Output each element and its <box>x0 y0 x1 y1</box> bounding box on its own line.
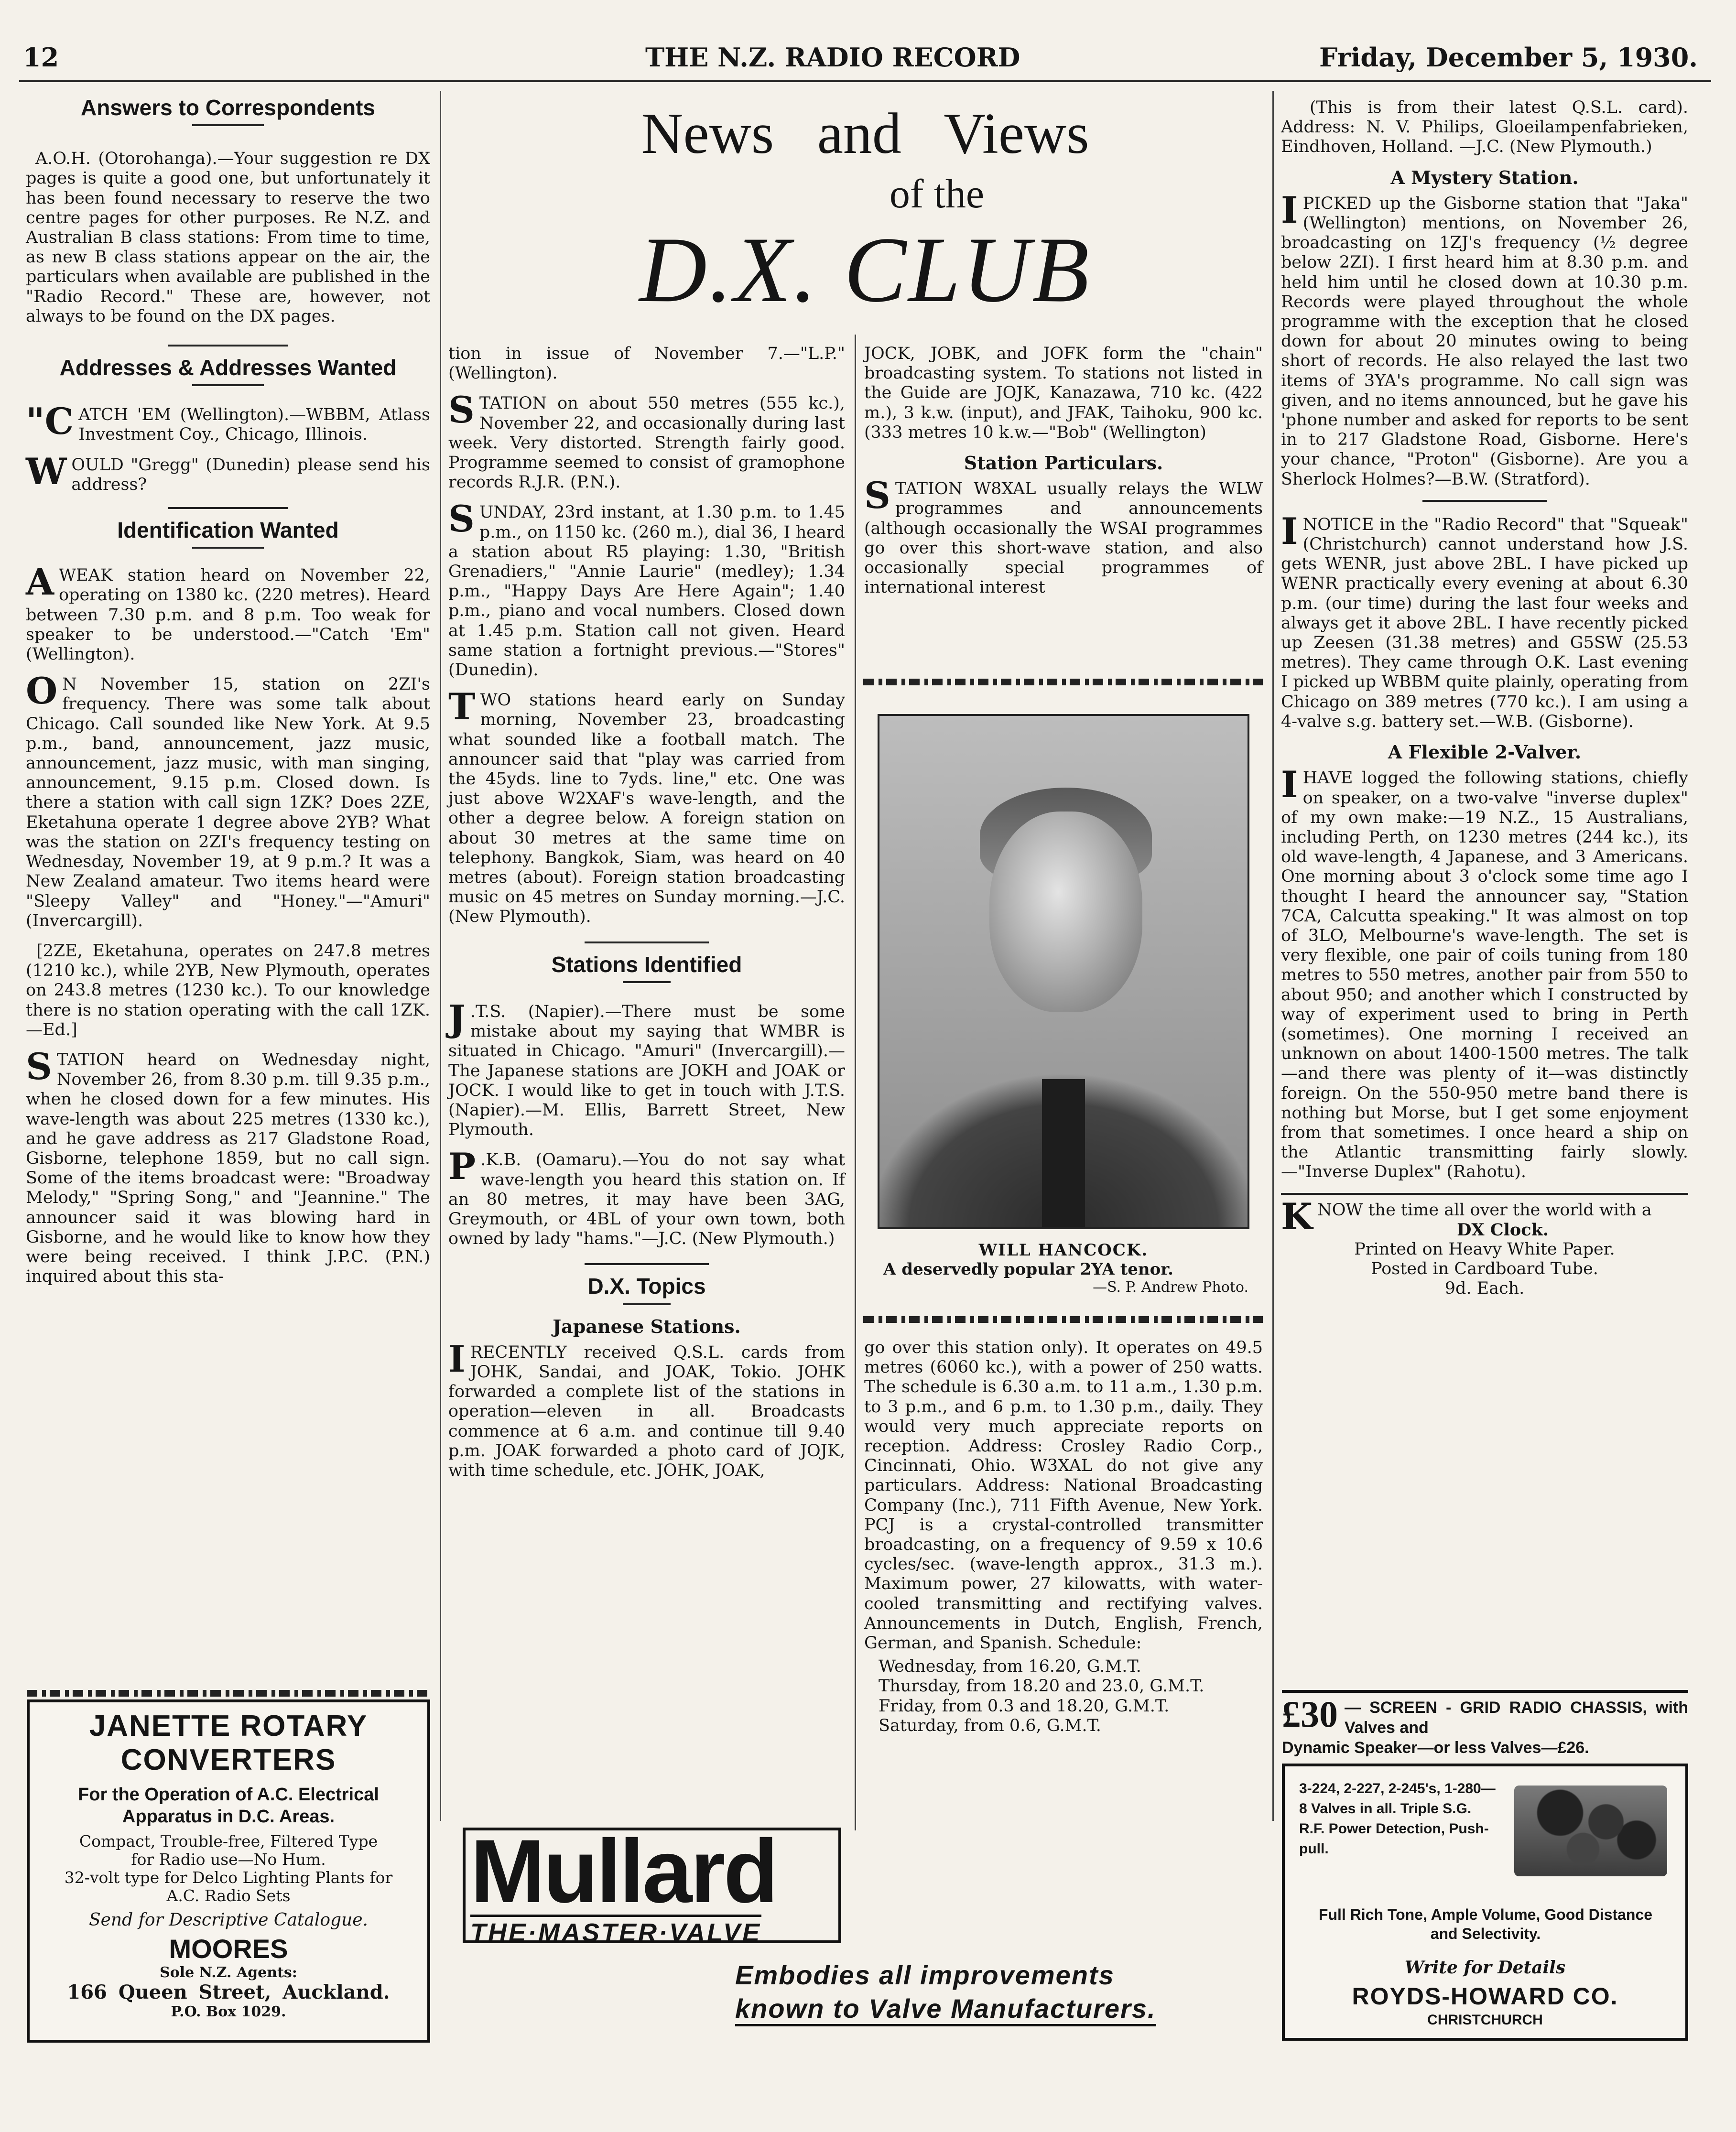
paragraph: STATION heard on Wednesday night, November 26, from 8.30 p.m. till 9.35 p.m., when he closed down for a few minutes. His wave-length was about 225 metres (1330 kc.), and he gave address as 217 Gladstone Road, Gisborne, telephone 1859, but no call sign. Some of the items broadcast were: "Broadway Melody," "Spring Song," and "Jeannine." The announcer said it was blowing hard in Gisborne, and he would like to know how they were being received. I think J.P.C. (P.N.) inquired about this sta- <box>26 1045 430 1287</box>
header-rule <box>19 80 1711 82</box>
dx-clock-title: DX Clock. <box>1457 1220 1549 1240</box>
column-3-continued <box>864 1338 1263 1736</box>
column-divider <box>855 335 856 1830</box>
short-rule <box>168 345 288 346</box>
paragraph: IPICKED up the Gisborne station that "Jaka" (Wellington) mentions, on November 26, broadcasting on 1ZJ's frequency (½ degree below 2ZI). I first heard him at 8.30 p.m. and held him until he closed down at 10.30 p.m. Records were played throughout the whole programme with the exception that he closed down for about 20 minutes owing to being short of records. He also relayed the last two items of 3YA's programme. No call sign was given, and no items announced, but he gave his 'phone number and asked for reports to be sent in to 217 Gladstone Road, Gisborne. Here's your chance, "Proton" (Gisborne). Are you a Sherlock Holmes?—B.W. (Stratford). <box>1281 188 1688 489</box>
ad-tone: Full Rich Tone, Ample Volume, Good Distance and Selectivity. <box>1318 1906 1653 1942</box>
caption-credit: —S. P. Andrew Photo. <box>1093 1279 1248 1296</box>
drop-cap: S <box>448 389 475 432</box>
drop-cap: K <box>1281 1195 1313 1238</box>
ad-po: P.O. Box 1029. <box>171 2003 286 2020</box>
paragraph: KNOW the time all over the world with a <box>1281 1195 1652 1238</box>
page-number: 12 <box>23 42 59 73</box>
drop-cap: T <box>448 685 476 728</box>
janette-advertisement <box>27 1699 430 2043</box>
short-rule <box>192 547 264 549</box>
mullard-tagline: Embodies all improvements <box>735 1960 1115 1990</box>
ad-company: ROYDS-HOWARD CO. <box>1352 1983 1618 2010</box>
schedule <box>864 1657 1263 1736</box>
paragraph: P .K.B. (Oamaru).—You do not say what wave-length you heard this station on. If an 80 metres, it may have been 3AG, Greymouth, or 4BL of your own town, both owned by lady "hams."—J.C. (New Plymouth.) <box>448 1145 845 1249</box>
heading-addresses: Addresses & Addresses Wanted <box>59 355 397 380</box>
paragraph: WOULD "Gregg" (Dunedin) please send his address? <box>26 450 430 494</box>
paragraph: "CATCH 'EM (Wellington).—WBBM, Atlass Investment Coy., Chicago, Illinois. <box>26 400 430 444</box>
ornament-border <box>863 1316 1263 1323</box>
heading-mystery-station: A Mystery Station. <box>1390 166 1579 188</box>
royds-advertisement <box>1282 1764 1688 2041</box>
drop-cap: I <box>448 1337 466 1380</box>
section-title <box>593 100 1138 320</box>
mullard-brand: Mullard <box>470 1821 777 1921</box>
radio-chassis-image <box>1514 1786 1667 1876</box>
schedule-line: Wednesday, from 16.20, G.M.T. <box>879 1657 1141 1677</box>
caption-line: A deservedly popular 2YA tenor. <box>883 1260 1173 1279</box>
caption-name: WILL HANCOCK. <box>978 1241 1149 1260</box>
heading-dx-topics: D.X. Topics <box>587 1274 706 1299</box>
drop-cap: I <box>1281 188 1298 231</box>
ad-subtitle: For the Operation of A.C. Electrical Apparatus in D.C. Areas. <box>78 1785 379 1827</box>
heading-japanese-stations: Japanese Stations. <box>553 1315 741 1337</box>
ad-write: Write for Details <box>1404 1958 1566 1978</box>
paragraph: J .T.S. (Napier).—There must be some mistake about my saying that WMBR is situated in Chicago. "Amuri" (Invercargill).—The Japanese stations are JOKH and JOAK or JOCK. I would like to get in touch with J.T.S. (Napier).—M. Ellis, Barrett Street, New Plymouth. <box>448 996 845 1140</box>
short-rule <box>623 1303 671 1305</box>
ad-address: 166 Queen Street, Auckland. <box>67 1981 390 2003</box>
ad-valves: 3-224, 2-227, 2-245's, 1-280—8 Valves in all. Triple S.G. R.F. Power Detection, Push-pull. <box>1299 1781 1496 1857</box>
ad-agents: Sole N.Z. Agents: <box>160 1964 297 1981</box>
paragraph: TWO stations heard early on Sunday morning, November 23, broadcasting what sounded like a football match. The announcer said that "play was carried from the 45yds. line to 7yds. line," etc. One was just above W2XAF's wave-length, and the other a degree below. A foreign station on about 30 metres at the same time on telephony. Bangkok, Siam, was heard on 40 metres (about). Foreign station broadcasting music on 45 metres on Sunday morning.—J.C. (New Plymouth). <box>448 685 845 927</box>
paragraph: INOTICE in the "Radio Record" that "Squeak" (Christchurch) cannot understand how J.S. gets WENR, just above 2BL. I have picked up WENR practically every evening at about 6.30 p.m. (our time) during the last four weeks and always get it above 2BL. I have recently picked up Zeesen (31.38 metres) and G5SW (25.53 metres). They came through O.K. Last evening I picked up WBBM quite plainly, operating from Chicago on 389 metres (770 kc.). I am using a 4-valve s.g. battery set.—W.B. (Gisborne). <box>1281 509 1688 731</box>
ornament-border <box>27 1690 430 1697</box>
paragraph: tion in issue of November 7.—"L.P." (Wellington). <box>448 344 845 383</box>
ornament-border <box>863 679 1263 685</box>
dx-clock-line: Printed on Heavy White Paper. <box>1354 1239 1615 1259</box>
mullard-slogan: THE·MASTER·VALVE <box>470 1915 761 1948</box>
tie <box>1042 1079 1085 1227</box>
short-rule <box>168 507 288 509</box>
ad-catalogue: Send for Descriptive Catalogue. <box>88 1910 369 1930</box>
drop-cap: "C <box>26 400 74 443</box>
masthead: THE N.Z. RADIO RECORD <box>645 42 1020 73</box>
paragraph: IHAVE logged the following stations, chiefly on speaker, on a two-valve "inverse duplex" of my own make:—19 N.Z., 15 Australians, including Perth, on 1230 metres (244 kc.), its old wave-length, 4 Japanese, and 3 Americans. One morning about 3 o'clock some time ago I thought I heard the announcer say, "Station 7CA, Calcutta speaking." It was almost on top of 3LO, Melbourne's wave-length. The set is very flexible, one pair of coils tuning from 180 metres to 550 metres, another pair from 550 to about 950; and another which I constructed by way of experiment used to bring in Perth (sometimes). One morning I received an unknown on about 1400-1500 metres. The talk—and there was plenty of it—was distinctly foreign. On the 550-950 metre band there is nothing but Morse, but I get some enjoyment from that sometimes. I once heard a ship on the Atlantic transmitting fairly slowly. —"Inverse Duplex" (Rahotu). <box>1281 763 1688 1182</box>
drop-cap: S <box>448 498 475 541</box>
column-divider <box>440 91 441 1821</box>
dx-clock-line: Posted in Cardboard Tube. <box>1371 1259 1598 1279</box>
heading-answers: Answers to Correspondents <box>81 95 375 120</box>
column-1 <box>26 95 430 1297</box>
mullard-advertisement <box>448 1816 1251 2036</box>
heading-flexible-2-valver: A Flexible 2-Valver. <box>1388 741 1582 763</box>
ad-title: JANETTE ROTARY <box>89 1710 368 1742</box>
short-rule <box>585 1263 709 1265</box>
ad-headline: Dynamic Speaker—or less Valves—£26. <box>1282 1739 1589 1757</box>
dx-clock-notice <box>1281 1193 1688 1299</box>
ad-line: 32-volt type for Delco Lighting Plants for A.C. Radio Sets <box>64 1868 393 1905</box>
drop-cap: S <box>26 1045 52 1088</box>
schedule-line: Friday, from 0.3 and 18.20, G.M.T. <box>879 1696 1170 1716</box>
paragraph: [2ZE, Eketahuna, operates on 247.8 metres (1210 kc.), while 2YB, New Plymouth, operates on 243.8 metres (1230 kc.). To our knowledge there is no station operating with the call 1ZK.—Ed.] <box>26 941 430 1039</box>
paragraph: (This is from their latest Q.S.L. card). Address: N. V. Philips, Gloeilampenfabrieken, Eindhoven, Holland. —J.C. (New Plymouth.) <box>1281 98 1688 157</box>
drop-cap: S <box>864 474 890 517</box>
paragraph: SUNDAY, 23rd instant, at 1.30 p.m. to 1.45 p.m., on 1150 kc. (260 m.), dial 36, I heard a station about R5 playing: 1.30, "British Grenadiers," "Annie Laurie" (medley); 1.34 p.m., "Happy Days Are Here Again"; 1.40 p.m., piano and vocal numbers. Closed down at 1.45 p.m. Station call not given. Heard same station a fortnight previous.—"Stores" (Dunedin). <box>448 498 845 680</box>
ad-city: CHRISTCHURCH <box>1427 2012 1543 2028</box>
title-line-news-and-views: News and Views <box>641 101 1089 166</box>
paragraph: IRECENTLY received Q.S.L. cards from JOHK, Sandai, and JOAK, Tokio. JOHK forwarded a complete list of the stations in operation—eleven in all. Broadcasts commence at 6 a.m. and continue till 9.40 p.m. JOAK forwarded a photo card of JOJK, with time schedule, etc. JOHK, JOAK, <box>448 1337 845 1480</box>
photo-caption <box>864 1241 1263 1296</box>
mullard-tagline: known to Valve Manufacturers. <box>735 1993 1156 2026</box>
dx-clock-line: 9d. Each. <box>1444 1279 1525 1299</box>
short-rule <box>585 942 709 943</box>
paragraph: A.O.H. (Otorohanga).—Your suggestion re DX pages is quite a good one, but unfortunately it has been found necessary to reserve the two centre pages for other purposes. Re N.Z. and Australian B class stations: From time to time, as new B class stations appear on the air, the particulars when available are published in the "Radio Record." These are, however, not always to be found on the DX pages. <box>26 149 430 326</box>
paragraph: go over this station only). It operates on 49.5 metres (6060 kc.), with a power of 250 watts. The schedule is 6.30 a.m. to 11 a.m., 1.30 p.m. to 3 p.m., and 6 p.m. to 1.30 p.m., daily. They would very much appreciate reports on reception. Address: Crosley Radio Corp., Cincinnati, Ohio. W3XAL do not give any particulars. Address: National Broadcasting Company (Inc.), 711 Fifth Avenue, New York. PCJ is a crystal-controlled transmitter broadcasting, on a frequency of 9.59 x 10.6 cycles/sec. (wave-length approx., 31.3 m.). Maximum power, 27 kilowatts, with water-cooled transmitting and rectifying valves. Announcements in Dutch, English, French, German, and Spanish. Schedule: <box>864 1338 1263 1653</box>
paragraph: STATION on about 550 metres (555 kc.), November 22, and occasionally during last week. Very distorted. Strength fairly good. Programme seemed to consist of gramophone records R.J.R. (P.N.). <box>448 389 845 492</box>
column-2 <box>448 344 845 1491</box>
short-rule <box>192 124 264 126</box>
drop-cap: J <box>448 996 466 1039</box>
ad-company: MOORES <box>169 1934 288 1964</box>
drop-cap: I <box>1281 763 1298 806</box>
paragraph: JOCK, JOBK, and JOFK form the "chain" broadcasting system. To stations not listed in the Guide are JOJK, Kanazawa, 710 kc. (422 m.), 3 k.w. (input), and JFAK, Taihoku, 900 kc. (333 metres 10 k.w.—"Bob" (Wellington) <box>864 344 1263 442</box>
drop-cap: A <box>26 561 54 604</box>
title-line-of-the: of the <box>889 171 985 216</box>
face <box>989 812 1142 1012</box>
ad-headline: — SCREEN - GRID RADIO CHASSIS, with Valves and <box>1345 1699 1688 1737</box>
column-3 <box>864 344 1263 608</box>
drop-cap: O <box>26 670 58 713</box>
portrait-photo <box>878 714 1249 1229</box>
drop-cap: P <box>448 1145 476 1188</box>
heading-station-particulars: Station Particulars. <box>964 452 1163 474</box>
paragraph: AWEAK station heard on November 22, operating on 1380 kc. (220 metres). Heard between 7.30 p.m. and 8 p.m. Too weak for speaker to be understood.—"Catch 'Em" (Wellington). <box>26 561 430 664</box>
drop-cap: I <box>1281 509 1298 552</box>
column-divider <box>1272 91 1274 1821</box>
paragraph: STATION W8XAL usually relays the WLW programmes and announcements (although occasionally the WSAI programmes go over this short-wave station, and also occasionally special programmes of international interest <box>864 474 1263 597</box>
schedule-line: Thursday, from 18.20 and 23.0, G.M.T. <box>879 1677 1204 1696</box>
royds-advertisement-header <box>1282 1690 1688 1758</box>
ad-price: £30 <box>1282 1693 1338 1735</box>
ad-line: Compact, Trouble-free, Filtered Type for Radio use—No Hum. <box>79 1832 378 1869</box>
schedule-line: Saturday, from 0.6, G.M.T. <box>879 1716 1101 1735</box>
short-rule <box>623 981 671 983</box>
heading-stations-identified: Stations Identified <box>551 952 742 977</box>
short-rule <box>1422 500 1547 502</box>
column-4 <box>1281 98 1688 1299</box>
short-rule <box>192 384 264 386</box>
title-line-dx-club: D.X. CLUB <box>639 218 1091 322</box>
issue-date: Friday, December 5, 1930. <box>1319 42 1698 73</box>
heading-identification: Identification Wanted <box>117 518 339 543</box>
paragraph: O N November 15, station on 2ZI's frequency. There was some talk about Chicago. Call sounded like New York. At 9.5 p.m., band, announcement, jazz music, announcement, jazz music, with man singing, announcement, 9.15 p.m. Closed down. Is there a station with call sign 1ZK? Does 2ZE, Eketahuna operate 1 degree above 2YB? What was the station on 2ZI's frequency testing on Wednesday, November 19, at 9 p.m.? It was a New Zealand amateur. Two items heard were "Sleepy Valley" and "Honey."—"Amuri" (Invercargill). <box>26 670 430 931</box>
ad-title: CONVERTERS <box>120 1743 336 1776</box>
drop-cap: W <box>26 450 67 493</box>
